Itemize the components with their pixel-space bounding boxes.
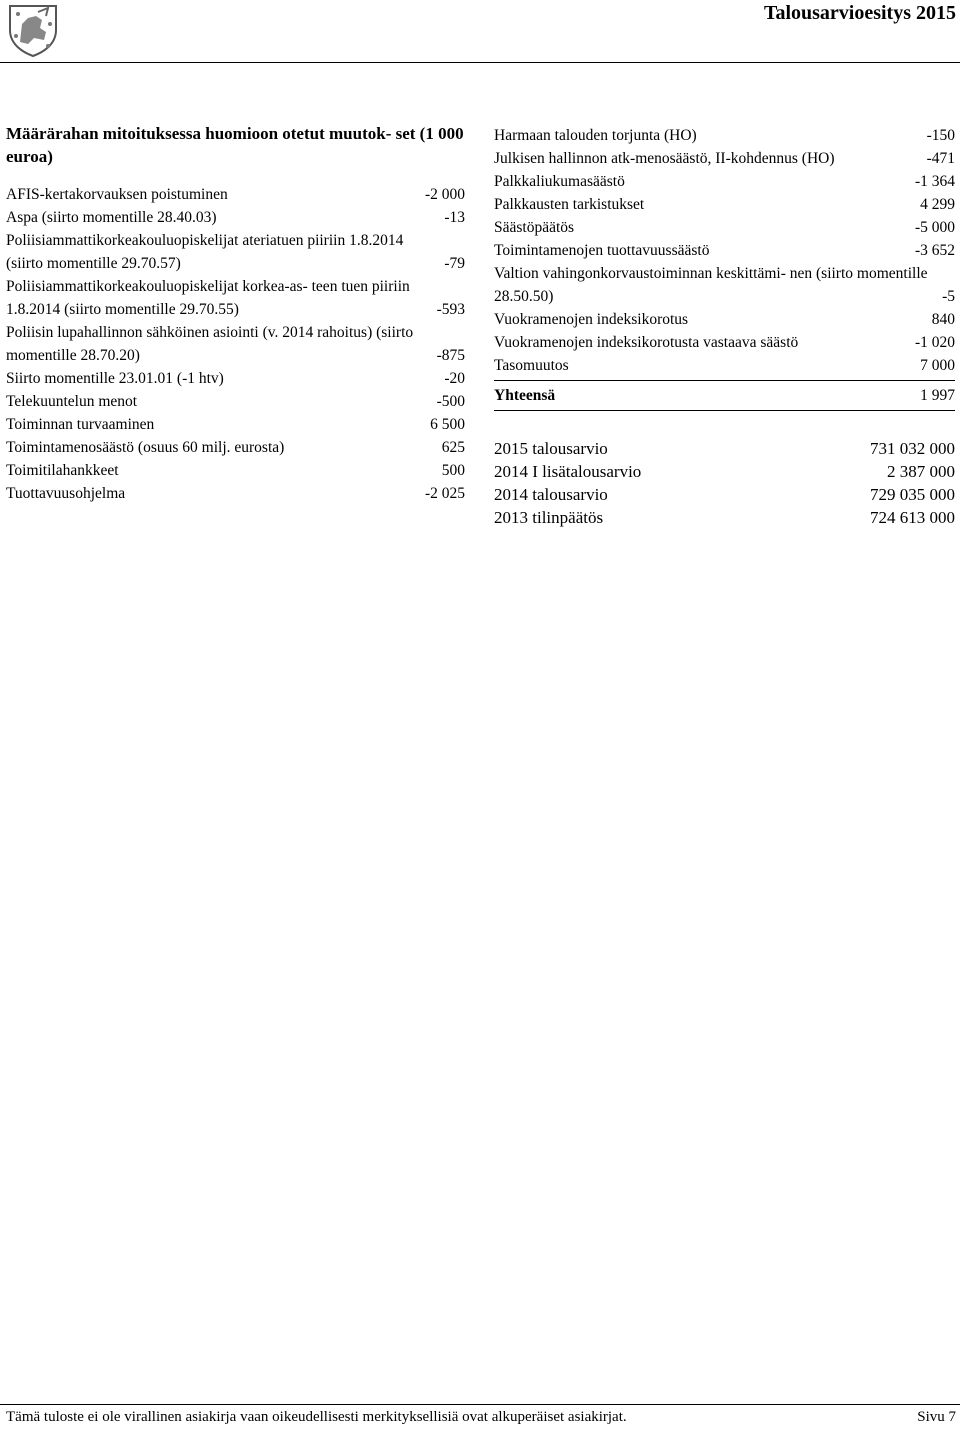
- table-row: [494, 170, 955, 193]
- budget-value: 729 035 000: [870, 485, 955, 504]
- row-value: -20: [444, 370, 465, 387]
- row-label: Vuokramenojen indeksikorotusta vastaava säästö: [494, 334, 799, 351]
- row-value: 4 299: [920, 196, 955, 213]
- row-value: -471: [926, 150, 955, 167]
- table-row: [494, 331, 955, 354]
- table-row: [494, 308, 955, 331]
- row-value: -1 020: [914, 334, 955, 351]
- row-value: -150: [926, 127, 955, 144]
- row-value: 7 000: [920, 357, 955, 374]
- budget-label: 2014 talousarvio: [494, 485, 608, 504]
- budget-value: 2 387 000: [887, 462, 955, 481]
- document-title: Talousarvioesitys 2015: [763, 2, 956, 24]
- right-column: [494, 124, 955, 529]
- page-number: Sivu 7: [917, 1409, 956, 1425]
- row-value: -2 000: [424, 186, 465, 203]
- row-label: Tasomuutos: [494, 357, 569, 374]
- row-label: Siirto momentille 23.01.01 (-1 htv): [6, 370, 224, 387]
- row-value: -1 364: [914, 173, 955, 190]
- row-value: -3 652: [914, 242, 955, 259]
- table-row: [6, 183, 465, 206]
- row-value: -13: [444, 209, 465, 226]
- table-row: [494, 124, 955, 147]
- table-row: [6, 275, 465, 321]
- row-value: 500: [441, 462, 465, 479]
- table-row: [494, 193, 955, 216]
- budget-label: 2014 I lisätalousarvio: [494, 462, 642, 481]
- row-label: Aspa (siirto momentille 28.40.03): [6, 209, 217, 226]
- row-label: Tuottavuusohjelma: [6, 485, 126, 502]
- table-row: [6, 436, 465, 459]
- row-value: -593: [436, 301, 465, 318]
- row-value: 6 500: [430, 416, 465, 433]
- row-label: AFIS-kertakorvauksen poistuminen: [6, 186, 228, 203]
- row-value: -2 025: [424, 485, 465, 502]
- row-label: Toiminnan turvaaminen: [6, 416, 155, 433]
- row-label: Poliisin lupahallinnon sähköinen asiointi (v. 2014 rahoitus) (siirto momentille 28.70.20): [6, 324, 414, 364]
- table-row: [6, 390, 465, 413]
- footer-disclaimer: Tämä tuloste ei ole virallinen asiakirja vaan oikeudellisesti merkityksellisiä ovat alkuperäiset asiakirjat.: [6, 1409, 627, 1425]
- row-label: Poliisiammattikorkeakouluopiskelijat ateriatuen piiriin 1.8.2014 (siirto momentille 29.70.57): [6, 232, 404, 272]
- row-label: Toimintamenosäästö (osuus 60 milj. eurosta): [6, 439, 285, 456]
- header-divider: [0, 62, 960, 63]
- row-label: Harmaan talouden torjunta (HO): [494, 127, 697, 144]
- budget-value: 724 613 000: [870, 508, 955, 527]
- total-label: Yhteensä: [494, 387, 556, 404]
- row-label: Julkisen hallinnon atk-menosäästö, II-kohdennus (HO): [494, 150, 835, 167]
- row-value: -875: [436, 347, 465, 364]
- row-label: Telekuuntelun menot: [6, 393, 138, 410]
- row-value: 625: [441, 439, 465, 456]
- budget-row: [494, 506, 955, 529]
- budget-row: [494, 483, 955, 506]
- row-label: Vuokramenojen indeksikorotus: [494, 311, 689, 328]
- page-footer: [6, 1409, 956, 1426]
- table-row: [6, 367, 465, 390]
- row-value: -5 000: [914, 219, 955, 236]
- budget-row: [494, 437, 955, 460]
- table-row: [494, 239, 955, 262]
- budget-row: [494, 460, 955, 483]
- budget-label: 2013 tilinpäätös: [494, 508, 604, 527]
- row-value: -79: [444, 255, 465, 272]
- table-row: [6, 229, 465, 275]
- footer-divider: [0, 1404, 960, 1405]
- table-row: [494, 147, 955, 170]
- table-row: [6, 482, 465, 505]
- row-label: Säästöpäätös: [494, 219, 575, 236]
- total-row: [494, 381, 955, 410]
- table-row: [494, 354, 955, 380]
- total-divider-bottom: [494, 410, 955, 411]
- row-label: Toimitilahankkeet: [6, 462, 119, 479]
- budget-label: 2015 talousarvio: [494, 439, 608, 458]
- coat-of-arms-logo: [4, 2, 62, 58]
- row-label: Palkkaliukumasäästö: [494, 173, 625, 190]
- row-label: Toimintamenojen tuottavuussäästö: [494, 242, 710, 259]
- table-row: [6, 459, 465, 482]
- row-label: Valtion vahingonkorvaustoiminnan keskittämi- nen (siirto momentille 28.50.50): [494, 265, 928, 305]
- table-row: [494, 262, 955, 308]
- total-value: 1 997: [920, 387, 955, 404]
- row-value: -5: [942, 288, 955, 305]
- table-row: [6, 413, 465, 436]
- row-label: Palkkausten tarkistukset: [494, 196, 645, 213]
- budget-value: 731 032 000: [870, 439, 955, 458]
- row-value: 840: [931, 311, 955, 328]
- section-title: Määrärahan mitoituksessa huomioon otetut muutok- set (1 000 euroa): [6, 124, 464, 166]
- table-row: [6, 206, 465, 229]
- table-row: [494, 216, 955, 239]
- row-value: -500: [436, 393, 465, 410]
- row-label: Poliisiammattikorkeakouluopiskelijat korkea-as- teen tuen piiriin 1.8.2014 (siirto momentille 29.70.55): [6, 278, 410, 318]
- left-column: [6, 122, 465, 505]
- page-header: [0, 0, 960, 62]
- table-row: [6, 321, 465, 367]
